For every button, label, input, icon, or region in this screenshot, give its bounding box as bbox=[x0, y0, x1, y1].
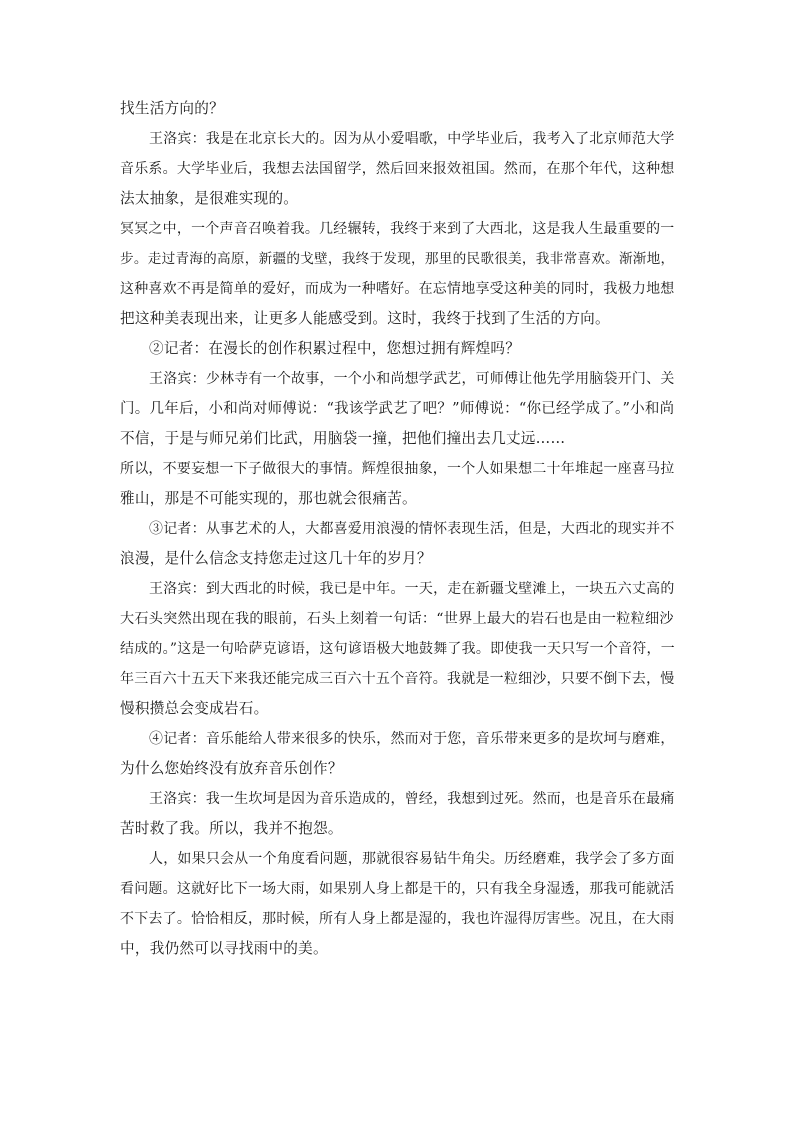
text-line: 中，我仍然可以寻找雨中的美。 bbox=[120, 940, 328, 957]
paragraph bbox=[120, 574, 674, 724]
text-line: 王洛宾：少林寺有一个故事，一个小和尚想学武艺，可师傅让他先学用脑袋开门、关 bbox=[149, 371, 675, 387]
text-line: 浪漫，是什么信念支持您走过这几十年的岁月？ bbox=[120, 550, 432, 567]
text-line: 找生活方向的？ bbox=[120, 100, 224, 117]
text-line: ③记者：从事艺术的人，大都喜爱用浪漫的情怀表现生活，但是，大西北的现实并不 bbox=[149, 521, 675, 537]
document-body bbox=[120, 94, 674, 964]
paragraph bbox=[120, 724, 674, 784]
text-line: 把这种美表现出来，让更多人能感受到。这时，我终于找到了生活的方向。 bbox=[120, 310, 610, 327]
text-line: 王洛宾：我一生坎坷是因为音乐造成的，曾经，我想到过死。然而，也是音乐在最痛 bbox=[149, 791, 675, 807]
text-line: ②记者：在漫长的创作积累过程中，您想过拥有辉煌吗？ bbox=[149, 340, 521, 357]
paragraph bbox=[120, 214, 674, 334]
paragraph bbox=[120, 364, 674, 454]
text-line: 冥冥之中，一个声音召唤着我。几经辗转，我终于来到了大西北，这是我人生最重要的一 bbox=[120, 221, 675, 237]
text-line: 看问题。这就好比下一场大雨，如果别人身上都是干的，只有我全身湿透，那我可能就活 bbox=[120, 881, 675, 897]
text-line: 人，如果只会从一个角度看问题，那就很容易钻牛角尖。历经磨难，我学会了多方面 bbox=[149, 851, 675, 867]
paragraph bbox=[120, 94, 674, 124]
text-line: 这种喜欢不再是简单的爱好，而成为一种嗜好。在忘情地享受这种美的同时，我极力地想 bbox=[120, 281, 675, 297]
paragraph bbox=[120, 334, 674, 364]
text-line: 门。几年后，小和尚对师傅说：“我该学武艺了吧？”师傅说：“你已经学成了。”小和尚 bbox=[120, 401, 675, 417]
paragraph bbox=[120, 454, 674, 514]
paragraph bbox=[120, 124, 674, 214]
text-line: 大石头突然出现在我的眼前，石头上刻着一句话：“世界上最大的岩石也是由一粒粒细沙 bbox=[120, 611, 674, 627]
text-line: 雅山，那是不可能实现的，那也就会很痛苦。 bbox=[120, 490, 417, 507]
text-line: 苦时救了我。所以，我并不抱怨。 bbox=[120, 820, 343, 837]
text-line: 所以，不要妄想一下子做很大的事情。辉煌很抽象，一个人如果想二十年堆起一座喜马拉 bbox=[120, 461, 675, 477]
text-line: 结成的。”这是一句哈萨克谚语，这句谚语极大地鼓舞了我。即使我一天只写一个音符，一 bbox=[120, 641, 675, 657]
text-line: 法太抽象，是很难实现的。 bbox=[120, 190, 299, 207]
text-line: ④记者：音乐能给人带来很多的快乐，然而对于您，音乐带来更多的是坎坷与磨难， bbox=[149, 731, 675, 747]
text-line: 为什么您始终没有放弃音乐创作？ bbox=[120, 760, 343, 777]
text-line: 不信，于是与师兄弟们比武，用脑袋一撞，把他们撞出去几丈远…… bbox=[120, 430, 566, 447]
text-line: 王洛宾：我是在北京长大的。因为从小爱唱歌，中学毕业后，我考入了北京师范大学 bbox=[149, 131, 675, 147]
paragraph bbox=[120, 784, 674, 844]
text-line: 不下去了。恰恰相反，那时候，所有人身上都是湿的，我也许湿得厉害些。况且，在大雨 bbox=[120, 911, 675, 927]
text-line: 年三百六十五天下来我还能完成三百六十五个音符。我就是一粒细沙，只要不倒下去，慢 bbox=[120, 671, 675, 687]
paragraph bbox=[120, 844, 674, 964]
text-line: 音乐系。大学毕业后，我想去法国留学，然后回来报效祖国。然而，在那个年代，这种想 bbox=[120, 161, 675, 177]
paragraph bbox=[120, 514, 674, 574]
text-line: 慢积攒总会变成岩石。 bbox=[120, 700, 269, 717]
text-line: 王洛宾：到大西北的时候，我已是中年。一天，走在新疆戈壁滩上，一块五六丈高的 bbox=[149, 581, 675, 597]
text-line: 步。走过青海的高原，新疆的戈壁，我终于发现，那里的民歌很美，我非常喜欢。渐渐地， bbox=[120, 251, 675, 267]
